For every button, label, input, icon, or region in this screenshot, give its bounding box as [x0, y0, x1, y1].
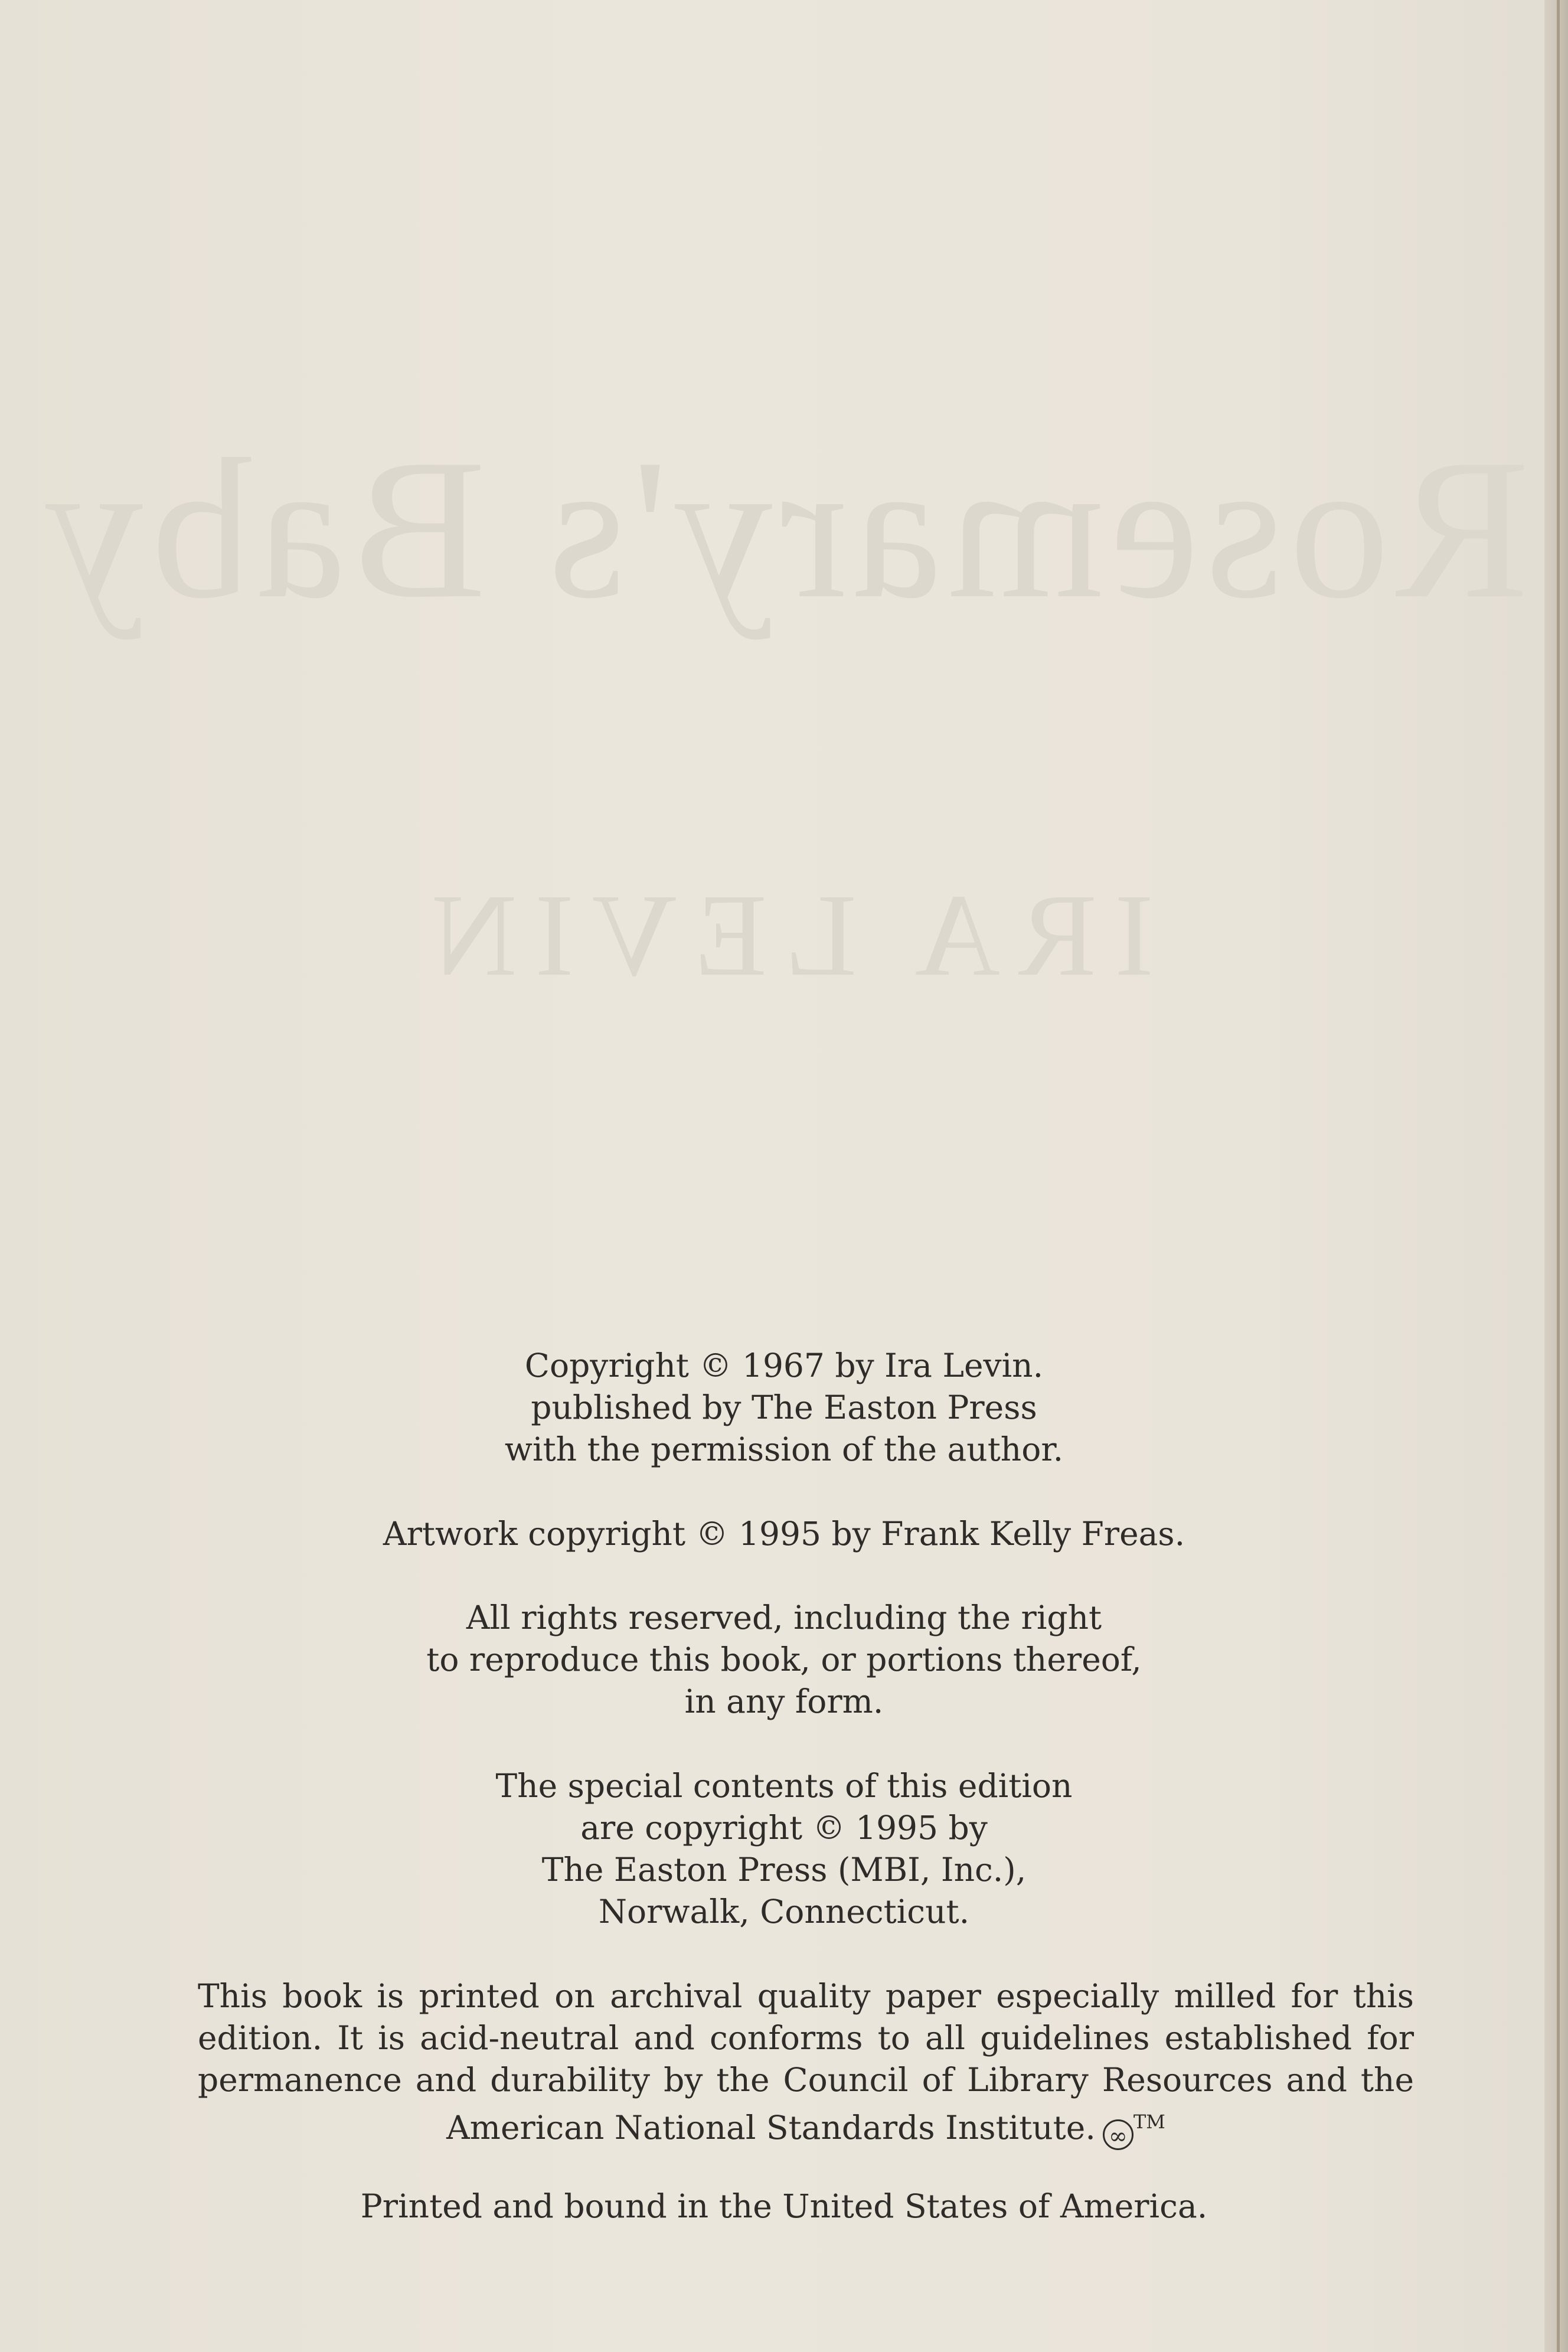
copyright-line: Copyright © 1967 by Ira Levin.: [524, 1347, 1044, 1384]
rights-line: All rights reserved, including the right: [466, 1599, 1102, 1636]
special-line: are copyright © 1995 by: [580, 1809, 988, 1847]
archival-line: American National Standards Institute.: [446, 2109, 1096, 2147]
rights-reserved: [0, 1597, 1568, 1723]
show-through-title: Rosemary's Baby: [38, 417, 1530, 640]
archival-line: This book is printed on archival quality paper especially milled for this: [198, 1977, 1414, 2015]
archival-last-line: [198, 2101, 1414, 2150]
trademark: TM: [1133, 2111, 1165, 2133]
copyright-line: with the permission of the author.: [504, 1430, 1064, 1468]
archival-line: permanence and durability by the Council of Library Resources and the: [198, 2061, 1414, 2099]
special-line: The special contents of this edition: [495, 1767, 1073, 1805]
copyright-line: published by The Easton Press: [531, 1389, 1037, 1426]
special-line: The Easton Press (MBI, Inc.),: [541, 1851, 1027, 1889]
archival-paper-notice: [198, 1975, 1414, 2150]
rights-line: to reproduce this book, or portions thereof,: [426, 1641, 1142, 1678]
artwork-line: Artwork copyright © 1995 by Frank Kelly Freas.: [383, 1515, 1185, 1553]
printed-line: Printed and bound in the United States of America.: [360, 2187, 1208, 2225]
special-line: Norwalk, Connecticut.: [598, 1893, 970, 1930]
infinity-paper-icon: ∞: [1103, 2119, 1133, 2150]
artwork-copyright: [0, 1513, 1568, 1555]
show-through-author: IRA LEVIN: [414, 870, 1154, 1001]
binding-line: [1557, 0, 1560, 2352]
archival-line: edition. It is acid-neutral and conforms to all guidelines established for: [198, 2019, 1414, 2057]
special-contents: [0, 1765, 1568, 1933]
rights-line: in any form.: [684, 1683, 884, 1720]
copyright-notice: [0, 1345, 1568, 1471]
page-edge: [1544, 0, 1568, 2352]
printed-notice: [0, 2186, 1568, 2227]
